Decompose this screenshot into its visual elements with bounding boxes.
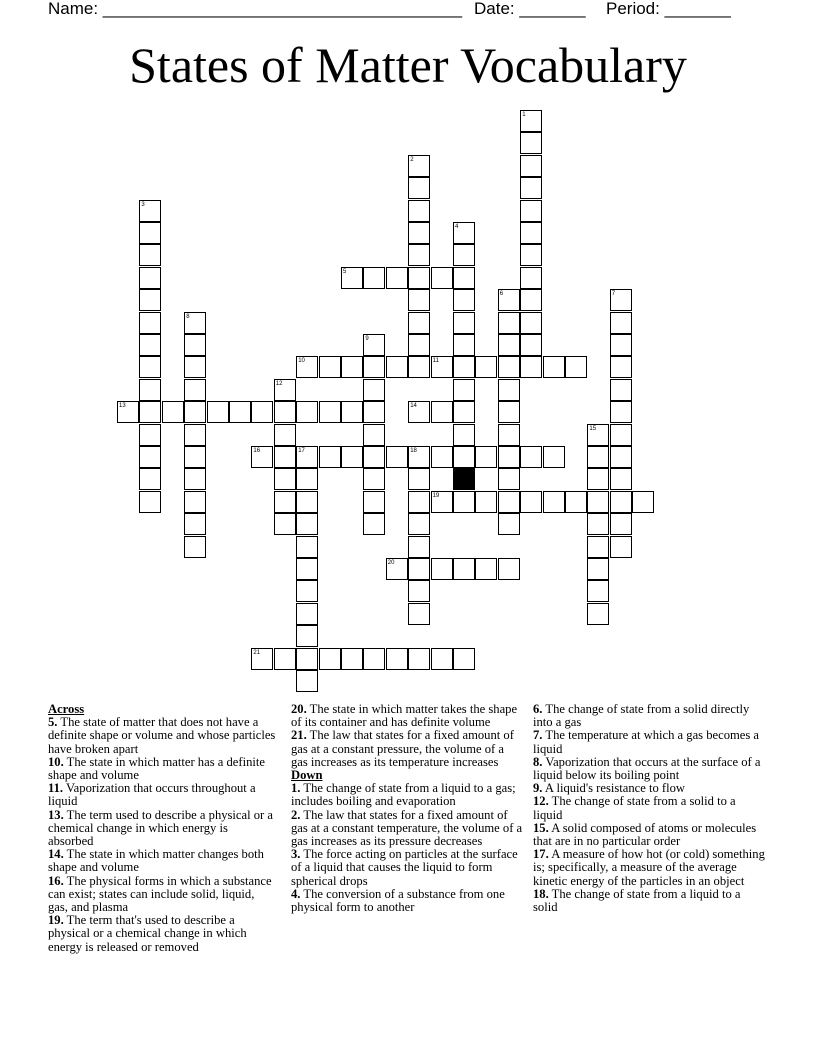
crossword-cell[interactable] bbox=[184, 334, 206, 356]
crossword-cell[interactable] bbox=[139, 222, 161, 244]
crossword-cell[interactable] bbox=[319, 446, 341, 468]
crossword-cell[interactable] bbox=[408, 580, 430, 602]
clue-number: 21 bbox=[253, 649, 261, 656]
crossword-cell[interactable] bbox=[610, 379, 632, 401]
clue-item-text: The term used to describe a physical or a chemical change in which energy is absorbed bbox=[48, 807, 273, 849]
clue-item bbox=[533, 756, 767, 782]
page-title: States of Matter Vocabulary bbox=[129, 37, 687, 93]
crossword-cell[interactable] bbox=[520, 289, 542, 311]
crossword-cell[interactable] bbox=[139, 401, 161, 423]
crossword-cell[interactable] bbox=[139, 491, 161, 513]
clue-item bbox=[48, 875, 276, 915]
clue-item bbox=[48, 914, 276, 954]
clue-number: 1 bbox=[522, 112, 526, 118]
clue-item-text: The change of state from a solid directly into a gas bbox=[533, 702, 750, 730]
crossword-cell[interactable] bbox=[520, 491, 542, 513]
crossword-cell[interactable] bbox=[543, 446, 565, 468]
clue-number: 6 bbox=[499, 291, 504, 298]
crossword-cell[interactable] bbox=[341, 356, 363, 378]
clue-item-number: 9. bbox=[533, 781, 543, 796]
clue-item-text: The physical forms in which a substance can exist; states can include solid, liquid, gas, and plasma bbox=[48, 873, 272, 915]
crossword-cell[interactable] bbox=[184, 468, 206, 490]
crossword-cell[interactable] bbox=[162, 401, 184, 423]
clue-item-number: 15. bbox=[533, 820, 549, 835]
clue-number: 4 bbox=[455, 224, 459, 230]
crossword-cell[interactable] bbox=[408, 536, 430, 558]
crossword-cell[interactable] bbox=[296, 580, 318, 602]
clue-item-text: The conversion of a substance from one physical form to another bbox=[291, 886, 505, 915]
crossword-cell[interactable] bbox=[498, 401, 520, 423]
clue-item-number: 11. bbox=[48, 781, 64, 796]
crossword-cell[interactable] bbox=[587, 580, 609, 602]
clue-item bbox=[533, 703, 767, 729]
crossword-cell[interactable] bbox=[408, 603, 430, 625]
clue-number: 14 bbox=[410, 403, 417, 410]
clue-item-number: 10. bbox=[48, 754, 64, 769]
clue-item-number: 17. bbox=[533, 847, 549, 862]
crossword-cell[interactable] bbox=[565, 491, 587, 513]
crossword-cell[interactable] bbox=[453, 312, 475, 334]
clue-number: 12 bbox=[275, 380, 283, 387]
crossword-cell[interactable] bbox=[408, 222, 430, 244]
crossword-cell[interactable] bbox=[498, 379, 520, 401]
clue-item-text: The law that states for a fixed amount of gas at a constant temperature, the volume of a gas increases as its pressure decreases bbox=[291, 807, 523, 849]
crossword-cell[interactable] bbox=[408, 244, 430, 266]
crossword-cell[interactable] bbox=[453, 446, 475, 468]
clue-item bbox=[291, 729, 523, 769]
crossword-cell[interactable] bbox=[139, 312, 161, 334]
crossword-cell[interactable] bbox=[587, 536, 609, 558]
crossword-cell[interactable] bbox=[408, 289, 430, 311]
crossword-cell[interactable] bbox=[363, 267, 385, 289]
clue-number: 18 bbox=[410, 448, 417, 454]
crossword-cell[interactable] bbox=[296, 670, 318, 692]
crossword-cell[interactable] bbox=[498, 468, 520, 490]
crossword-cell[interactable] bbox=[453, 491, 475, 513]
crossword-cell[interactable] bbox=[184, 379, 206, 401]
crossword-cell[interactable] bbox=[498, 446, 520, 468]
clue-number: 10 bbox=[298, 358, 305, 365]
crossword-cell[interactable] bbox=[363, 446, 385, 468]
crossword-cell[interactable] bbox=[408, 267, 430, 289]
crossword-cell[interactable] bbox=[408, 356, 430, 378]
crossword-cell[interactable] bbox=[184, 513, 206, 535]
crossword-cell[interactable] bbox=[139, 267, 161, 289]
crossword-cell[interactable] bbox=[386, 648, 408, 670]
crossword-cell[interactable] bbox=[498, 334, 520, 356]
crossword-cell[interactable] bbox=[274, 446, 296, 468]
clue-item bbox=[48, 756, 276, 782]
crossword-cell[interactable] bbox=[296, 625, 318, 647]
crossword-cell[interactable] bbox=[274, 468, 296, 490]
crossword-cell[interactable] bbox=[139, 424, 161, 446]
crossword-cell[interactable] bbox=[341, 401, 363, 423]
clue-number: 15 bbox=[589, 425, 597, 432]
clue-item bbox=[291, 782, 523, 808]
crossword-cell[interactable] bbox=[363, 424, 385, 446]
clue-item-text: The state in which matter has a definite shape and volume bbox=[48, 754, 265, 783]
crossword-cell[interactable] bbox=[296, 558, 318, 580]
crossword-cell[interactable] bbox=[632, 491, 654, 513]
clue-item-number: 5. bbox=[48, 715, 58, 730]
crossword-cell[interactable] bbox=[431, 648, 453, 670]
crossword-cell[interactable] bbox=[296, 648, 318, 670]
crossword-cell[interactable] bbox=[520, 356, 542, 378]
clue-number: 2 bbox=[410, 156, 414, 163]
crossword-cell[interactable] bbox=[274, 424, 296, 446]
clue-item-number: 14. bbox=[48, 847, 64, 862]
crossword-cell[interactable] bbox=[587, 446, 609, 468]
crossword-cell[interactable] bbox=[610, 334, 632, 356]
black-cell bbox=[453, 468, 475, 490]
crossword-cell[interactable] bbox=[139, 356, 161, 378]
crossword-cell[interactable] bbox=[587, 603, 609, 625]
crossword-cell[interactable] bbox=[319, 648, 341, 670]
clue-item-text: A solid composed of atoms or molecules that are in no particular order bbox=[533, 820, 757, 849]
crossword-cell[interactable] bbox=[520, 132, 542, 154]
crossword-cell[interactable] bbox=[139, 289, 161, 311]
crossword-cell[interactable] bbox=[431, 558, 453, 580]
crossword-cell[interactable] bbox=[543, 491, 565, 513]
clue-item bbox=[533, 729, 767, 755]
crossword-cell[interactable] bbox=[184, 491, 206, 513]
clue-item bbox=[291, 809, 523, 849]
clue-item bbox=[48, 716, 276, 756]
date-label: Date: _______ bbox=[474, 0, 586, 18]
clue-section-heading: Across bbox=[48, 702, 85, 716]
crossword-cell[interactable] bbox=[520, 222, 542, 244]
crossword-cell[interactable] bbox=[431, 446, 453, 468]
crossword-cell[interactable] bbox=[587, 468, 609, 490]
crossword-cell[interactable] bbox=[408, 468, 430, 490]
crossword-cell[interactable] bbox=[453, 558, 475, 580]
clue-item bbox=[291, 888, 523, 914]
crossword-cell[interactable] bbox=[319, 356, 341, 378]
crossword-cell[interactable] bbox=[610, 401, 632, 423]
clue-item bbox=[48, 782, 276, 808]
crossword-cell[interactable] bbox=[408, 200, 430, 222]
crossword-cell[interactable] bbox=[453, 244, 475, 266]
crossword-cell[interactable] bbox=[498, 424, 520, 446]
crossword-cell[interactable] bbox=[498, 558, 520, 580]
clue-item-number: 20. bbox=[291, 702, 307, 716]
crossword-cell[interactable] bbox=[587, 558, 609, 580]
crossword-cell[interactable] bbox=[610, 468, 632, 490]
clue-item-number: 16. bbox=[48, 873, 64, 888]
crossword-cell[interactable] bbox=[587, 491, 609, 513]
crossword-cell[interactable] bbox=[610, 356, 632, 378]
crossword-cell[interactable] bbox=[184, 356, 206, 378]
clue-number: 16 bbox=[253, 448, 261, 454]
crossword-cell[interactable] bbox=[139, 244, 161, 266]
crossword-cell[interactable] bbox=[363, 513, 385, 535]
crossword-cell[interactable] bbox=[610, 424, 632, 446]
crossword-cell[interactable] bbox=[363, 379, 385, 401]
crossword-cell[interactable] bbox=[386, 267, 408, 289]
clue-item bbox=[533, 822, 767, 848]
crossword-cell[interactable] bbox=[565, 356, 587, 378]
crossword-cell[interactable] bbox=[520, 177, 542, 199]
clue-number: 19 bbox=[432, 492, 440, 499]
crossword-cell[interactable] bbox=[498, 312, 520, 334]
crossword-cell[interactable] bbox=[453, 424, 475, 446]
crossword-cell[interactable] bbox=[453, 401, 475, 423]
clue-item-text: The state in which matter changes both shape and volume bbox=[48, 847, 264, 875]
clues-column-2 bbox=[291, 703, 523, 914]
crossword-cell[interactable] bbox=[363, 356, 385, 378]
clue-number: 20 bbox=[387, 560, 395, 566]
crossword-cell[interactable] bbox=[229, 401, 251, 423]
clue-item-text: The change of state from a liquid to a gas; includes boiling and evaporation bbox=[291, 781, 516, 809]
crossword-cell[interactable] bbox=[184, 446, 206, 468]
clue-number: 11 bbox=[432, 358, 439, 365]
crossword-cell[interactable] bbox=[408, 513, 430, 535]
crossword-cell[interactable] bbox=[274, 401, 296, 423]
clue-item-text: The change of state from a solid to a liquid bbox=[533, 794, 736, 822]
crossword-cell[interactable] bbox=[363, 491, 385, 513]
crossword-cell[interactable] bbox=[319, 401, 341, 423]
crossword-cell[interactable] bbox=[296, 536, 318, 558]
crossword-cell[interactable] bbox=[498, 491, 520, 513]
crossword-cell[interactable] bbox=[274, 648, 296, 670]
crossword-cell[interactable] bbox=[408, 312, 430, 334]
crossword-cell[interactable] bbox=[520, 446, 542, 468]
crossword-cell[interactable] bbox=[453, 379, 475, 401]
clue-item bbox=[48, 809, 276, 849]
crossword-cell[interactable] bbox=[251, 401, 273, 423]
clue-item-number: 7. bbox=[533, 728, 543, 743]
crossword-cell[interactable] bbox=[207, 401, 229, 423]
crossword-cell[interactable] bbox=[184, 401, 206, 423]
clue-item-text: The force acting on particles at the surface of a liquid that causes the liquid to form spherical drops bbox=[291, 847, 518, 888]
crossword-cell[interactable] bbox=[610, 491, 632, 513]
clue-item-text: A measure of how hot (or cold) something is; specifically, a measure of the average kinetic energy of the particles in an object bbox=[533, 847, 765, 888]
clue-number: 3 bbox=[141, 201, 145, 208]
crossword-cell[interactable] bbox=[453, 648, 475, 670]
clue-item-number: 4. bbox=[291, 886, 301, 901]
clue-item bbox=[533, 888, 767, 914]
crossword-cell[interactable] bbox=[296, 401, 318, 423]
crossword-cell[interactable] bbox=[453, 267, 475, 289]
clue-number: 9 bbox=[365, 336, 369, 342]
clue-item-number: 2. bbox=[291, 807, 301, 822]
crossword-cell[interactable] bbox=[475, 558, 497, 580]
clue-item-number: 8. bbox=[533, 754, 543, 769]
clue-item-text: The term that's used to describe a physical or a chemical change in which energy is released or removed bbox=[48, 913, 247, 954]
crossword-cell[interactable] bbox=[431, 401, 453, 423]
clue-item-number: 19. bbox=[48, 913, 64, 928]
clue-item bbox=[291, 703, 523, 729]
crossword-cell[interactable] bbox=[475, 446, 497, 468]
crossword-cell[interactable] bbox=[363, 468, 385, 490]
crossword-cell[interactable] bbox=[274, 513, 296, 535]
clue-item bbox=[533, 848, 767, 888]
clue-item-text: The state in which matter takes the shape of its container and has definite volume bbox=[291, 702, 518, 730]
clue-number: 17 bbox=[298, 448, 305, 454]
crossword-cell[interactable] bbox=[610, 312, 632, 334]
clue-number: 13 bbox=[119, 403, 126, 410]
crossword-cell[interactable] bbox=[408, 558, 430, 580]
crossword-cell[interactable] bbox=[386, 356, 408, 378]
crossword-cell[interactable] bbox=[139, 334, 161, 356]
clue-item-number: 12. bbox=[533, 794, 549, 809]
clue-item-number: 13. bbox=[48, 807, 64, 822]
crossword-cell[interactable] bbox=[587, 513, 609, 535]
crossword-cell[interactable] bbox=[386, 446, 408, 468]
crossword-cell[interactable] bbox=[520, 334, 542, 356]
crossword-cell[interactable] bbox=[520, 312, 542, 334]
clue-number: 5 bbox=[343, 268, 347, 275]
crossword-cell[interactable] bbox=[139, 468, 161, 490]
clue-item bbox=[291, 848, 523, 888]
crossword-cell[interactable] bbox=[184, 536, 206, 558]
clue-item-number: 21. bbox=[291, 728, 307, 743]
crossword-cell[interactable] bbox=[431, 267, 453, 289]
crossword-cell[interactable] bbox=[475, 491, 497, 513]
crossword-cell[interactable] bbox=[363, 401, 385, 423]
crossword-cell[interactable] bbox=[408, 177, 430, 199]
crossword-cell[interactable] bbox=[408, 334, 430, 356]
clue-item bbox=[48, 848, 276, 874]
name-label: Name: ______________________________________ bbox=[48, 0, 463, 18]
crossword-cell[interactable] bbox=[139, 379, 161, 401]
crossword-cell[interactable] bbox=[341, 648, 363, 670]
clue-item-text: The temperature at which a gas becomes a liquid bbox=[533, 728, 760, 756]
crossword-cell[interactable] bbox=[184, 424, 206, 446]
clue-item-number: 18. bbox=[533, 886, 549, 901]
clue-number: 7 bbox=[611, 291, 616, 298]
crossword-cell[interactable] bbox=[475, 356, 497, 378]
crossword-cell[interactable] bbox=[498, 513, 520, 535]
clue-item-number: 1. bbox=[291, 781, 301, 796]
period-label: Period: _______ bbox=[606, 0, 731, 18]
crossword-cell[interactable] bbox=[520, 267, 542, 289]
clues-column-1 bbox=[48, 703, 276, 954]
crossword-cell[interactable] bbox=[520, 155, 542, 177]
crossword-cell[interactable] bbox=[139, 446, 161, 468]
crossword-cell[interactable] bbox=[520, 200, 542, 222]
crossword-cell[interactable] bbox=[610, 536, 632, 558]
crossword-cell[interactable] bbox=[453, 289, 475, 311]
crossword-cell[interactable] bbox=[341, 446, 363, 468]
clue-item-text: The change of state from a liquid to a solid bbox=[533, 886, 741, 915]
clues-column-3 bbox=[533, 703, 767, 914]
clue-section-heading: Down bbox=[291, 768, 323, 783]
crossword-cell[interactable] bbox=[543, 356, 565, 378]
crossword-cell[interactable] bbox=[296, 468, 318, 490]
crossword-cell[interactable] bbox=[453, 334, 475, 356]
clue-item-number: 6. bbox=[533, 702, 543, 716]
crossword-cell[interactable] bbox=[498, 356, 520, 378]
clue-item-text: Vaporization that occurs at the surface of a liquid below its boiling point bbox=[533, 754, 761, 783]
clue-item-text: A liquid's resistance to flow bbox=[542, 781, 685, 796]
clue-item-text: Vaporization that occurs throughout a liquid bbox=[48, 781, 256, 809]
crossword-cell[interactable] bbox=[296, 513, 318, 535]
crossword-cell[interactable] bbox=[363, 648, 385, 670]
crossword-cell[interactable] bbox=[296, 491, 318, 513]
crossword-cell[interactable] bbox=[408, 648, 430, 670]
clue-item-number: 3. bbox=[291, 847, 301, 862]
crossword-cell[interactable] bbox=[408, 491, 430, 513]
clue-item-text: The state of matter that does not have a definite shape or volume and whose particles have broken apart bbox=[48, 715, 276, 756]
clue-number: 8 bbox=[186, 313, 190, 320]
crossword-cell[interactable] bbox=[453, 356, 475, 378]
clue-item bbox=[533, 795, 767, 821]
crossword-cell[interactable] bbox=[610, 513, 632, 535]
crossword-cell[interactable] bbox=[274, 491, 296, 513]
crossword-cell[interactable] bbox=[296, 603, 318, 625]
crossword-cell[interactable] bbox=[520, 244, 542, 266]
clue-item-text: The law that states for a fixed amount of gas at a constant pressure, the volume of a gas increases as its temperature increases bbox=[291, 728, 514, 769]
crossword-cell[interactable] bbox=[610, 446, 632, 468]
